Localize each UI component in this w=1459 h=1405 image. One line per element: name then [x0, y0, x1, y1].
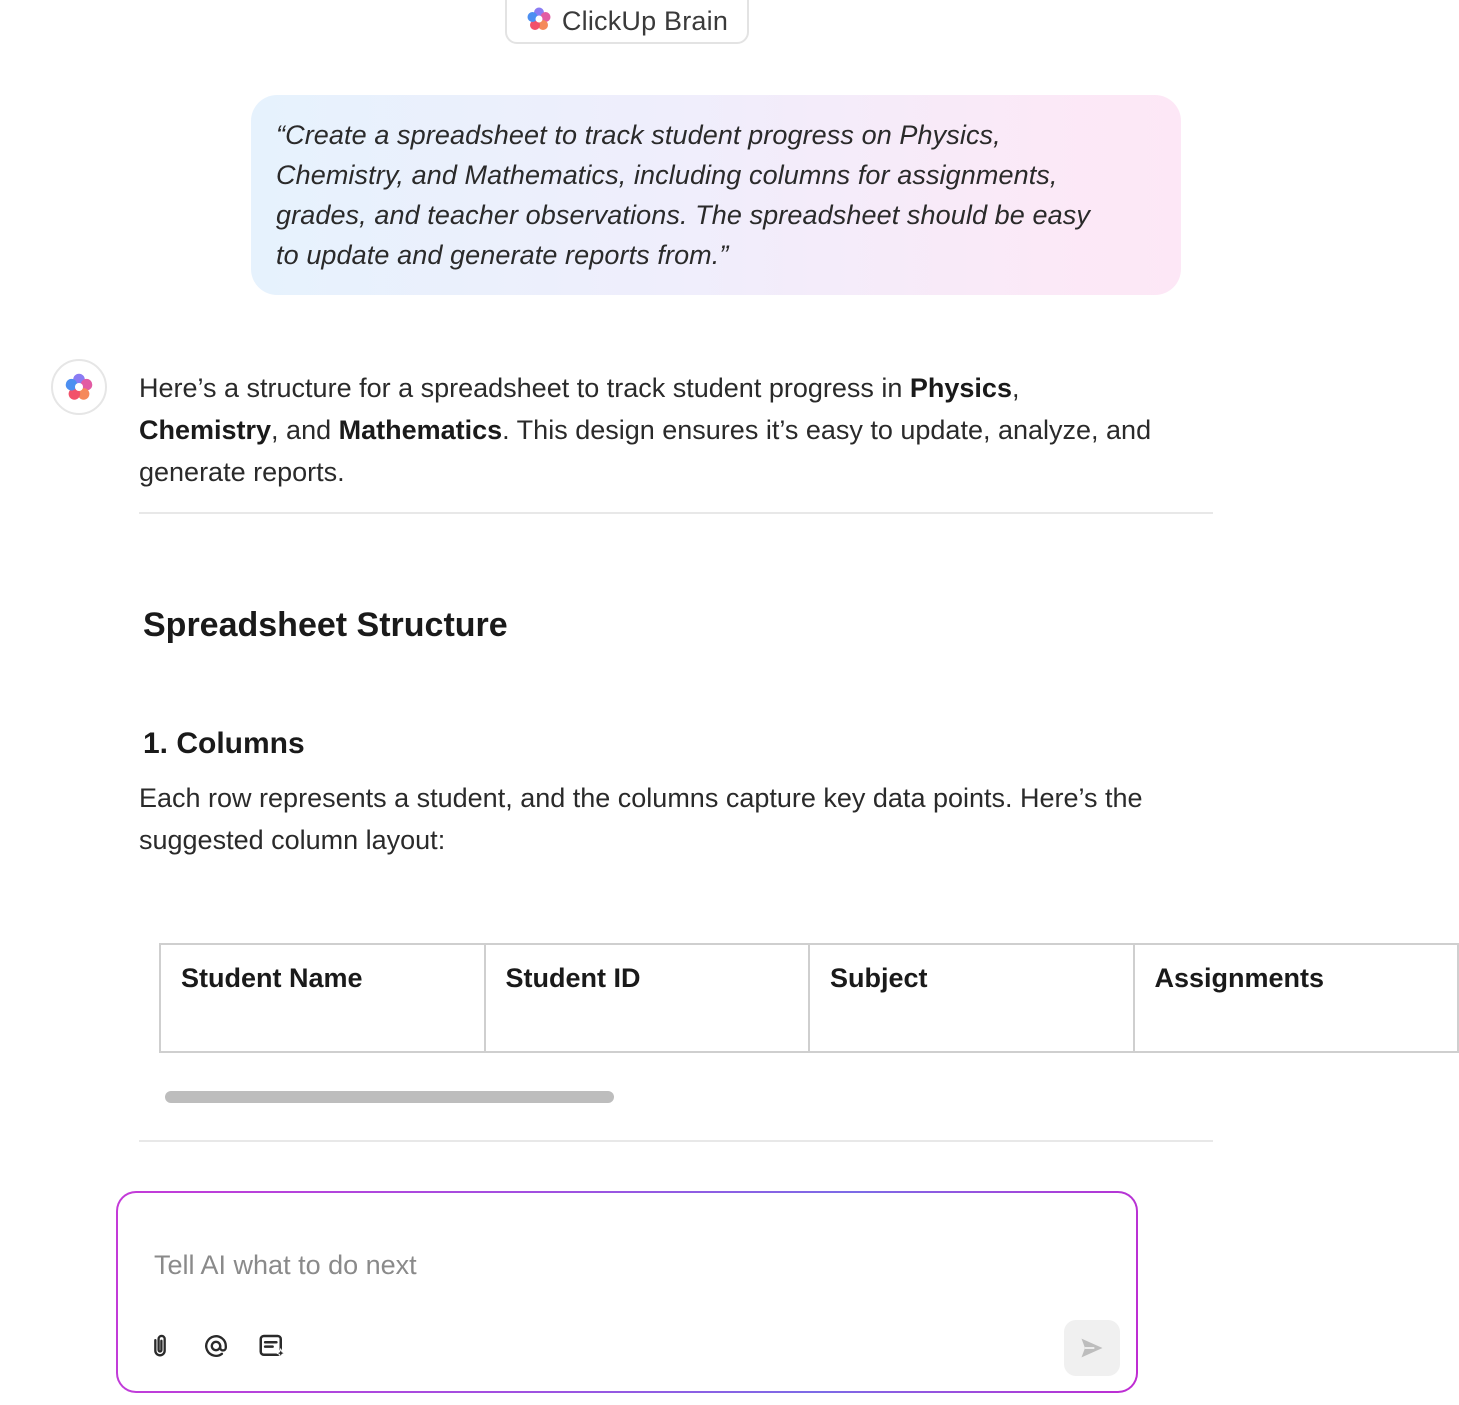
intro-bold-chemistry: Chemistry	[139, 415, 272, 445]
prompt-line: grades, and teacher observations. The spreadsheet should be easy	[276, 200, 1090, 230]
brand-label: ClickUp Brain	[561, 5, 729, 36]
intro-line-1	[139, 367, 1213, 409]
attach-button[interactable]	[144, 1330, 176, 1362]
section-divider	[139, 512, 1213, 514]
clickup-brain-avatar-icon	[64, 372, 94, 402]
intro-text: . This design ensures it’s easy to update, analyze, and	[502, 415, 1152, 445]
at-mention-icon	[202, 1332, 230, 1360]
table-header-cell: Subject	[809, 944, 1134, 1052]
prompt-line: Chemistry, and Mathematics, including columns for assignments,	[276, 160, 1058, 190]
send-button[interactable]	[1064, 1320, 1120, 1376]
description-line: Each row represents a student, and the columns capture key data points. Here’s the	[139, 783, 1143, 813]
mention-button[interactable]	[200, 1330, 232, 1362]
intro-text: ,	[1011, 373, 1020, 403]
table-header-cell: Student ID	[485, 944, 810, 1052]
ai-response-intro	[139, 367, 1213, 493]
intro-line-2	[139, 409, 1213, 451]
table-header-cell: Assignments	[1134, 944, 1459, 1052]
clickup-brain-header[interactable]	[505, 0, 749, 44]
user-prompt-bubble	[251, 95, 1181, 295]
intro-bold-physics: Physics	[909, 373, 1012, 403]
ai-avatar	[51, 359, 107, 415]
table-horizontal-scrollbar[interactable]	[159, 1088, 1211, 1106]
prompt-line: to update and generate reports from.”	[276, 240, 729, 270]
intro-line-3: generate reports.	[139, 457, 345, 487]
intro-text: Here’s a structure for a spreadsheet to track student progress in	[139, 373, 910, 403]
composer-inner	[118, 1193, 1136, 1391]
prompt-line: “Create a spreadsheet to track student progress on Physics,	[276, 120, 1001, 150]
intro-text: , and	[271, 415, 339, 445]
intro-bold-mathematics: Mathematics	[338, 415, 503, 445]
clickup-brain-logo-icon	[526, 6, 552, 37]
send-icon	[1078, 1334, 1106, 1362]
ai-note-icon	[257, 1331, 287, 1361]
ai-prompt-input[interactable]	[154, 1245, 1054, 1285]
column-layout-table[interactable]	[159, 943, 1325, 1053]
table-header-cell: Student Name	[160, 944, 485, 1052]
ai-note-button[interactable]	[256, 1330, 288, 1362]
section-divider	[139, 1140, 1213, 1142]
subsection-heading: 1. Columns	[143, 727, 305, 760]
paperclip-icon	[146, 1332, 174, 1360]
ai-composer	[116, 1191, 1138, 1393]
description-line: suggested column layout:	[139, 825, 446, 855]
section-heading: Spreadsheet Structure	[143, 606, 508, 644]
table	[159, 943, 1459, 1053]
columns-description	[139, 777, 1213, 861]
table-header-row	[160, 944, 1458, 1052]
scrollbar-thumb[interactable]	[165, 1091, 614, 1103]
